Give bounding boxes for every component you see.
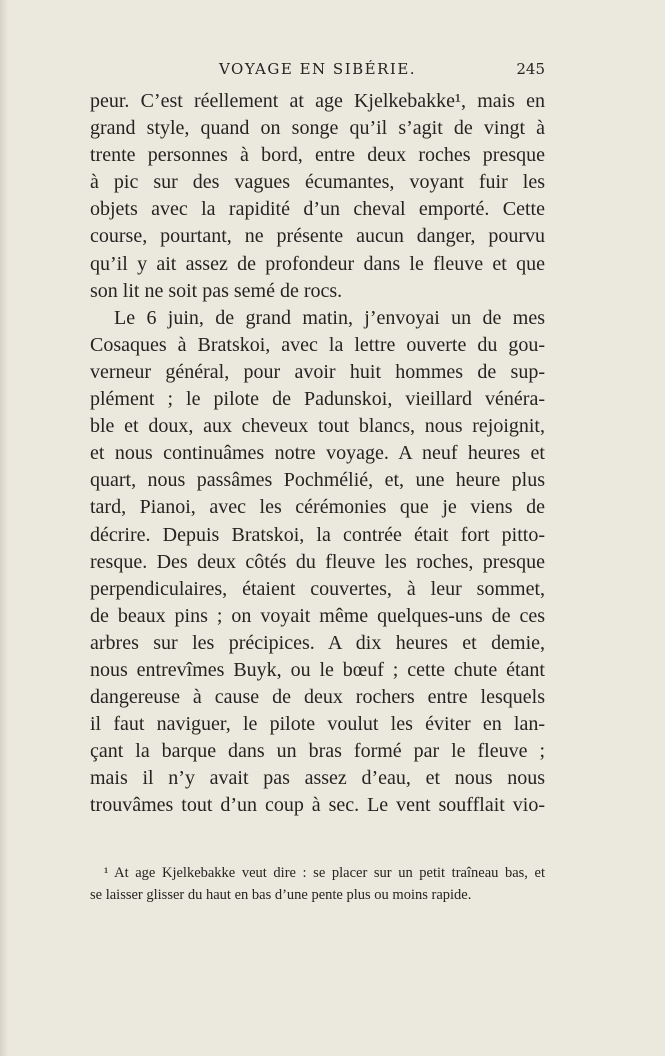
text-line: Cosaques à Bratskoi, avec la lettre ouverte du gou-	[90, 333, 545, 356]
text-line: peur. C’est réellement at age Kjelkebakke¹, mais en	[90, 90, 545, 112]
text-line: et nous continuâmes notre voyage. A neuf heures et	[90, 442, 545, 465]
footnote-line: ¹ At age Kjelkebakke veut dire : se placer sur un petit traîneau bas, et	[104, 865, 545, 881]
text-line: çant la barque dans un bras formé par le fleuve ;	[90, 740, 545, 763]
text-line: course, pourtant, ne présente aucun danger, pourvu	[90, 225, 545, 248]
text-line: décrire. Depuis Bratskoi, la contrée était fort pitto-	[90, 523, 545, 546]
text-line: trente personnes à bord, entre deux roches presque	[90, 144, 545, 167]
text-line: ble et doux, aux cheveux tout blancs, nous rejoignit,	[90, 415, 545, 438]
text-line: perpendiculaires, étaient couvertes, à leur sommet,	[90, 577, 545, 600]
text-line: plément ; le pilote de Padunskoi, vieillard vénéra-	[90, 388, 545, 411]
text-line: Le 6 juin, de grand matin, j’envoyai un de mes	[114, 306, 545, 329]
text-line: verneur général, pour avoir huit hommes de sup-	[90, 360, 545, 383]
text-line: il faut naviguer, le pilote voulut les éviter en lan-	[90, 713, 545, 736]
page-number: 245	[516, 60, 545, 78]
text-line: objets avec la rapidité d’un cheval emporté. Cette	[90, 198, 545, 221]
text-line: qu’il y ait assez de profondeur dans le fleuve et que	[90, 252, 545, 275]
text-line: quart, nous passâmes Pochmélié, et, une heure plus	[90, 469, 545, 492]
text-line: nous entrevîmes Buyk, ou le bœuf ; cette chute étant	[90, 658, 545, 681]
body-text	[90, 88, 545, 820]
text-line: dangereuse à cause de deux rochers entre lesquels	[90, 686, 545, 709]
text-line: son lit ne soit pas semé de rocs.	[90, 279, 343, 302]
text-line: grand style, quand on songe qu’il s’agit de vingt à	[90, 117, 545, 140]
text-line: trouvâmes tout d’un coup à sec. Le vent soufflait vio-	[90, 794, 545, 817]
text-line: tard, Pianoi, avec les cérémonies que je viens de	[90, 496, 545, 519]
running-title: VOYAGE EN SIBÉRIE.	[218, 60, 417, 78]
text-line: mais il n’y avait pas assez d’eau, et nous nous	[90, 767, 545, 790]
page-header	[90, 58, 545, 82]
text-line: de beaux pins ; on voyait même quelques-uns de ces	[90, 604, 545, 627]
text-line: à pic sur des vagues écumantes, voyant fuir les	[90, 171, 545, 194]
text-line: resque. Des deux côtés du fleuve les roches, presque	[90, 550, 545, 573]
text-line: arbres sur les précipices. A dix heures et demie,	[90, 631, 545, 654]
footnote-line: se laisser glisser du haut en bas d’une pente plus ou moins rapide.	[90, 887, 472, 903]
footnote	[90, 862, 545, 906]
page-edge-shadow	[0, 0, 8, 1056]
